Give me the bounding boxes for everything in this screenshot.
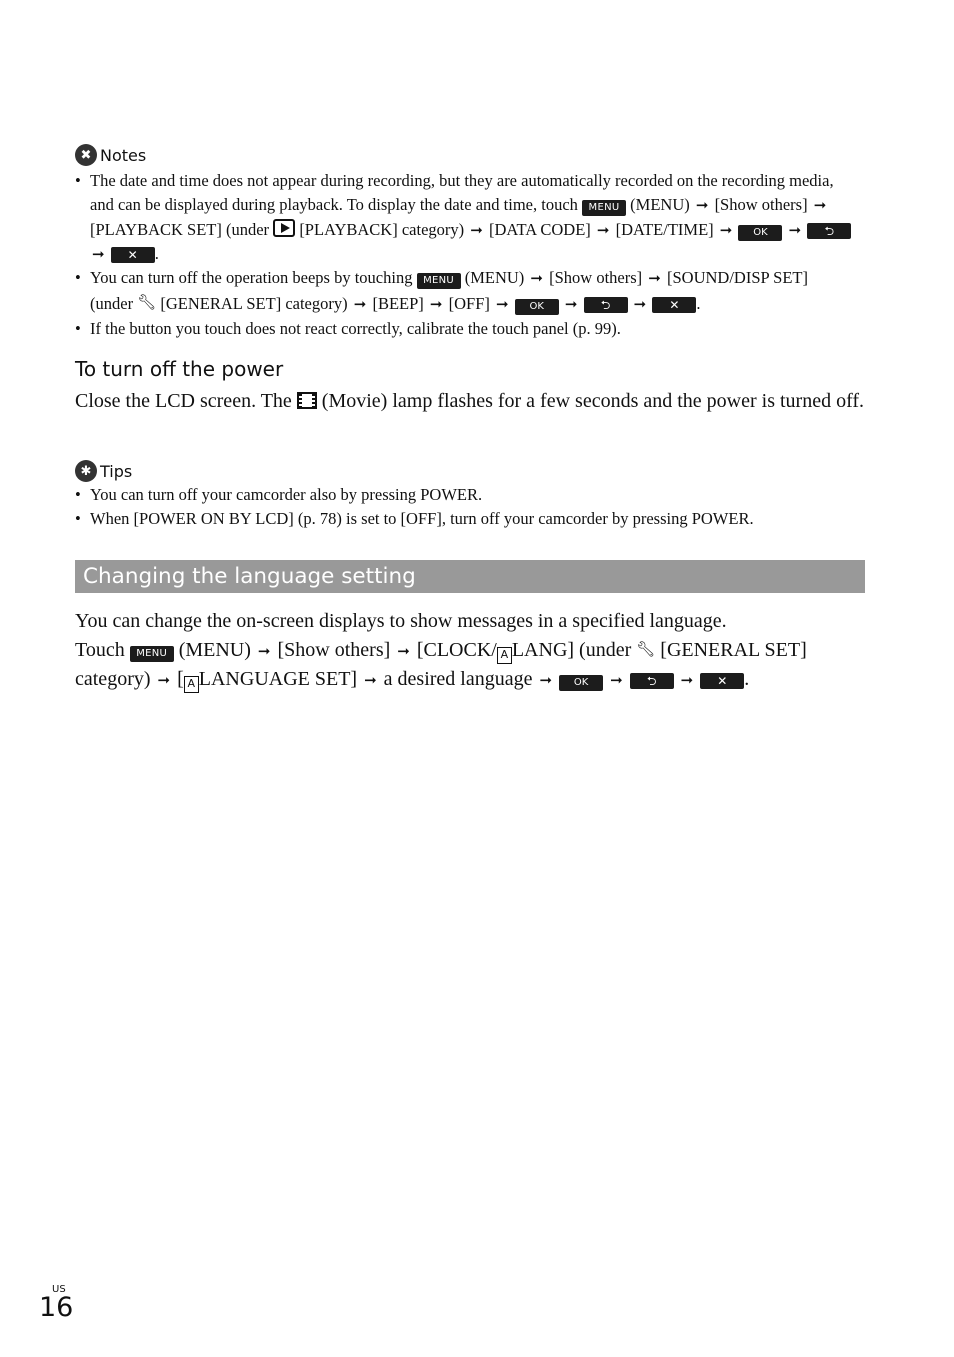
- arrow-icon: ➞: [539, 671, 553, 689]
- region-code: US: [52, 1284, 66, 1295]
- arrow-icon: ➞: [257, 642, 271, 660]
- arrow-icon: ➞: [470, 220, 483, 239]
- arrow-icon: ➞: [680, 671, 694, 689]
- menu-button-icon: MENU: [417, 273, 461, 289]
- arrow-icon: ➞: [530, 269, 543, 288]
- language-text: LANGUAGE SET]: [198, 668, 358, 690]
- ok-button-icon: OK: [515, 299, 559, 315]
- note-text: [GENERAL SET] category): [160, 294, 348, 314]
- language-intro: You can change the on-screen displays to show messages in a specified language.: [75, 610, 727, 632]
- language-text: (MENU): [178, 639, 251, 661]
- close-button-icon: ✕: [700, 673, 744, 689]
- notes-item-beeps: [75, 266, 855, 317]
- note-text: [Show others]: [549, 268, 643, 288]
- arrow-icon: ➞: [813, 196, 827, 215]
- arrow-icon: ➞: [364, 671, 377, 689]
- arrow-icon: ➞: [564, 295, 578, 314]
- menu-button-icon: MENU: [130, 646, 174, 662]
- tips-item: • When [POWER ON BY LCD] (p. 78) is set to [OFF], turn off your camcorder by pressing POWER.: [75, 507, 855, 531]
- power-paragraph: [75, 387, 875, 415]
- language-text: a desired language: [383, 668, 533, 690]
- arrow-icon: ➞: [157, 671, 171, 689]
- arrow-icon: ➞: [719, 220, 733, 239]
- note-text: If the button you touch does not react correctly, calibrate the touch panel (p. 99).: [90, 318, 621, 338]
- note-text: [SOUND/DISP SET] (under: [90, 268, 809, 314]
- close-button-icon: ✕: [652, 297, 696, 313]
- playback-icon: [273, 219, 295, 237]
- menu-button-icon: MENU: [582, 200, 626, 216]
- tips-icon: ✱: [75, 460, 97, 482]
- note-text: (MENU): [630, 195, 690, 215]
- language-text: Touch: [75, 639, 125, 661]
- note-text: (MENU): [464, 268, 525, 288]
- note-text: [OFF]: [448, 294, 490, 314]
- arrow-icon: ➞: [92, 244, 105, 263]
- arrow-icon: ➞: [429, 295, 443, 314]
- wrench-icon: 🔧︎: [137, 293, 157, 312]
- note-text: .: [696, 294, 701, 314]
- ok-button-icon: OK: [559, 675, 603, 691]
- note-text: You can turn off the operation beeps by touching: [90, 268, 413, 288]
- language-text: [GENERAL SET] category): [75, 639, 807, 690]
- notes-heading-label: Notes: [100, 145, 147, 165]
- back-button-icon: ⮌: [584, 297, 628, 313]
- power-text: Close the LCD screen. The: [75, 390, 292, 412]
- language-text: LANG] (under: [511, 639, 632, 661]
- language-text: .: [744, 668, 750, 690]
- tips-list: [75, 483, 855, 532]
- language-paragraph: [75, 607, 875, 694]
- arrow-icon: ➞: [596, 220, 610, 239]
- note-text: [BEEP]: [372, 294, 424, 314]
- language-icon: A: [497, 647, 512, 664]
- tips-heading-label: Tips: [100, 461, 133, 481]
- language-text: [: [177, 668, 184, 690]
- notes-icon: ✖: [75, 144, 97, 166]
- back-button-icon: ⮌: [807, 223, 851, 239]
- movie-icon: [297, 392, 317, 409]
- note-text: [PLAYBACK SET] (under: [90, 219, 270, 239]
- arrow-icon: ➞: [353, 295, 367, 314]
- arrow-icon: ➞: [788, 220, 802, 239]
- close-button-icon: ✕: [111, 247, 155, 263]
- note-text: [PLAYBACK] category): [299, 219, 465, 239]
- note-text: .: [154, 243, 159, 263]
- language-text: [CLOCK/: [416, 639, 497, 661]
- arrow-icon: ➞: [496, 295, 509, 314]
- note-text: [DATA CODE]: [488, 219, 591, 239]
- power-text: (Movie) lamp flashes for a few seconds and the power is turned off.: [321, 390, 865, 412]
- note-text: [Show others]: [714, 195, 808, 215]
- arrow-icon: ➞: [633, 295, 647, 314]
- notes-list: [75, 169, 855, 341]
- ok-button-icon: OK: [738, 225, 782, 241]
- arrow-icon: ➞: [397, 642, 410, 660]
- arrow-icon: ➞: [610, 671, 623, 689]
- language-text: [Show others]: [277, 639, 391, 661]
- language-icon: A: [184, 676, 199, 693]
- notes-item-date-time: [75, 169, 855, 266]
- notes-heading: [75, 144, 146, 166]
- wrench-icon: 🔧︎: [636, 640, 656, 658]
- back-button-icon: ⮌: [630, 673, 674, 689]
- note-text: [DATE/TIME]: [615, 219, 714, 239]
- arrow-icon: ➞: [648, 269, 661, 288]
- language-steps: [75, 635, 875, 694]
- power-title: To turn off the power: [75, 357, 284, 381]
- section-title-bar: Changing the language setting: [75, 560, 865, 593]
- tips-item: • You can turn off your camcorder also by pressing POWER.: [75, 483, 855, 507]
- note-text: The date and time does not appear during recording, but they are automatically recorded on the recording media, and can be displayed during playback. To display the date and time, touch: [90, 171, 834, 215]
- arrow-icon: ➞: [695, 196, 709, 215]
- page-number: 16: [39, 1292, 74, 1323]
- notes-item-calibrate: [75, 317, 855, 341]
- tips-heading: [75, 460, 132, 482]
